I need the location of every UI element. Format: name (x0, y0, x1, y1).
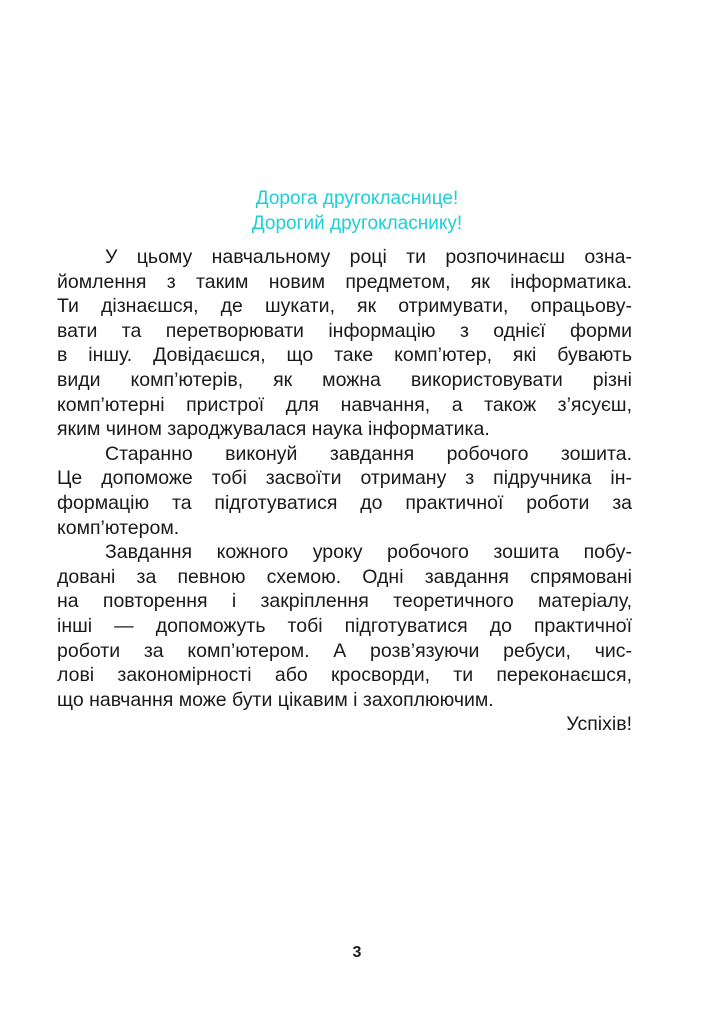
paragraph-1-line: яким чином зароджувалася наука інформатика. (57, 418, 490, 441)
paragraph-2-line: формацію та підготуватися до практичної роботи за (57, 491, 632, 514)
paragraph-3-line: Завдання кожного уроку робочого зошита побу- (105, 541, 632, 564)
body-text (57, 245, 632, 737)
paragraph-1-line: вати та перетворювати інформацію з однієї форми (57, 319, 632, 342)
paragraph-2-line: Старанно виконуй завдання робочого зошита. (105, 442, 632, 465)
greeting-line-2: Дорогий другокласнику! (251, 213, 463, 234)
closing-text: Успіхів! (566, 713, 632, 736)
greeting (0, 186, 714, 236)
greeting-line-1: Дорога другокласнице! (255, 188, 459, 209)
paragraph-3-line: довані за певною схемою. Одні завдання спрямовані (57, 565, 632, 588)
paragraph-3-line: лові закономірності або кросворди, ти переконаєшся, (57, 664, 632, 687)
page-number: 3 (352, 944, 362, 961)
paragraph-3-line: на повторення і закріплення теоретичного матеріалу, (57, 590, 632, 613)
paragraph-3-line: роботи за комп’ютером. А розв’язуючи ребуси, чис- (57, 639, 632, 662)
paragraph-1-line: Ти дізнаєшся, де шукати, як отримувати, опрацьову- (57, 295, 632, 318)
paragraph-1-line: У цьому навчальному році ти розпочинаєш озна- (105, 246, 632, 268)
paragraph-3-line: що навчання може бути цікавим і захоплюючим. (57, 688, 494, 711)
paragraph-2-line: комп’ютером. (57, 516, 180, 539)
paragraph-1-line: комп’ютерні пристрої для навчання, а також з’ясуєш, (57, 393, 632, 416)
paragraph-1-line: в іншу. Довідаєшся, що таке комп’ютер, які бувають (57, 344, 632, 367)
paragraph-1-line: види комп’ютерів, як можна використовувати різні (57, 368, 632, 391)
paragraph-1-line: йомлення з таким новим предметом, як інформатика. (57, 270, 632, 293)
paragraph-2-line: Це допоможе тобі засвоїти отриману з підручника ін- (57, 467, 632, 490)
paragraph-3-line: інші — допоможуть тобі підготуватися до практичної (57, 614, 632, 637)
